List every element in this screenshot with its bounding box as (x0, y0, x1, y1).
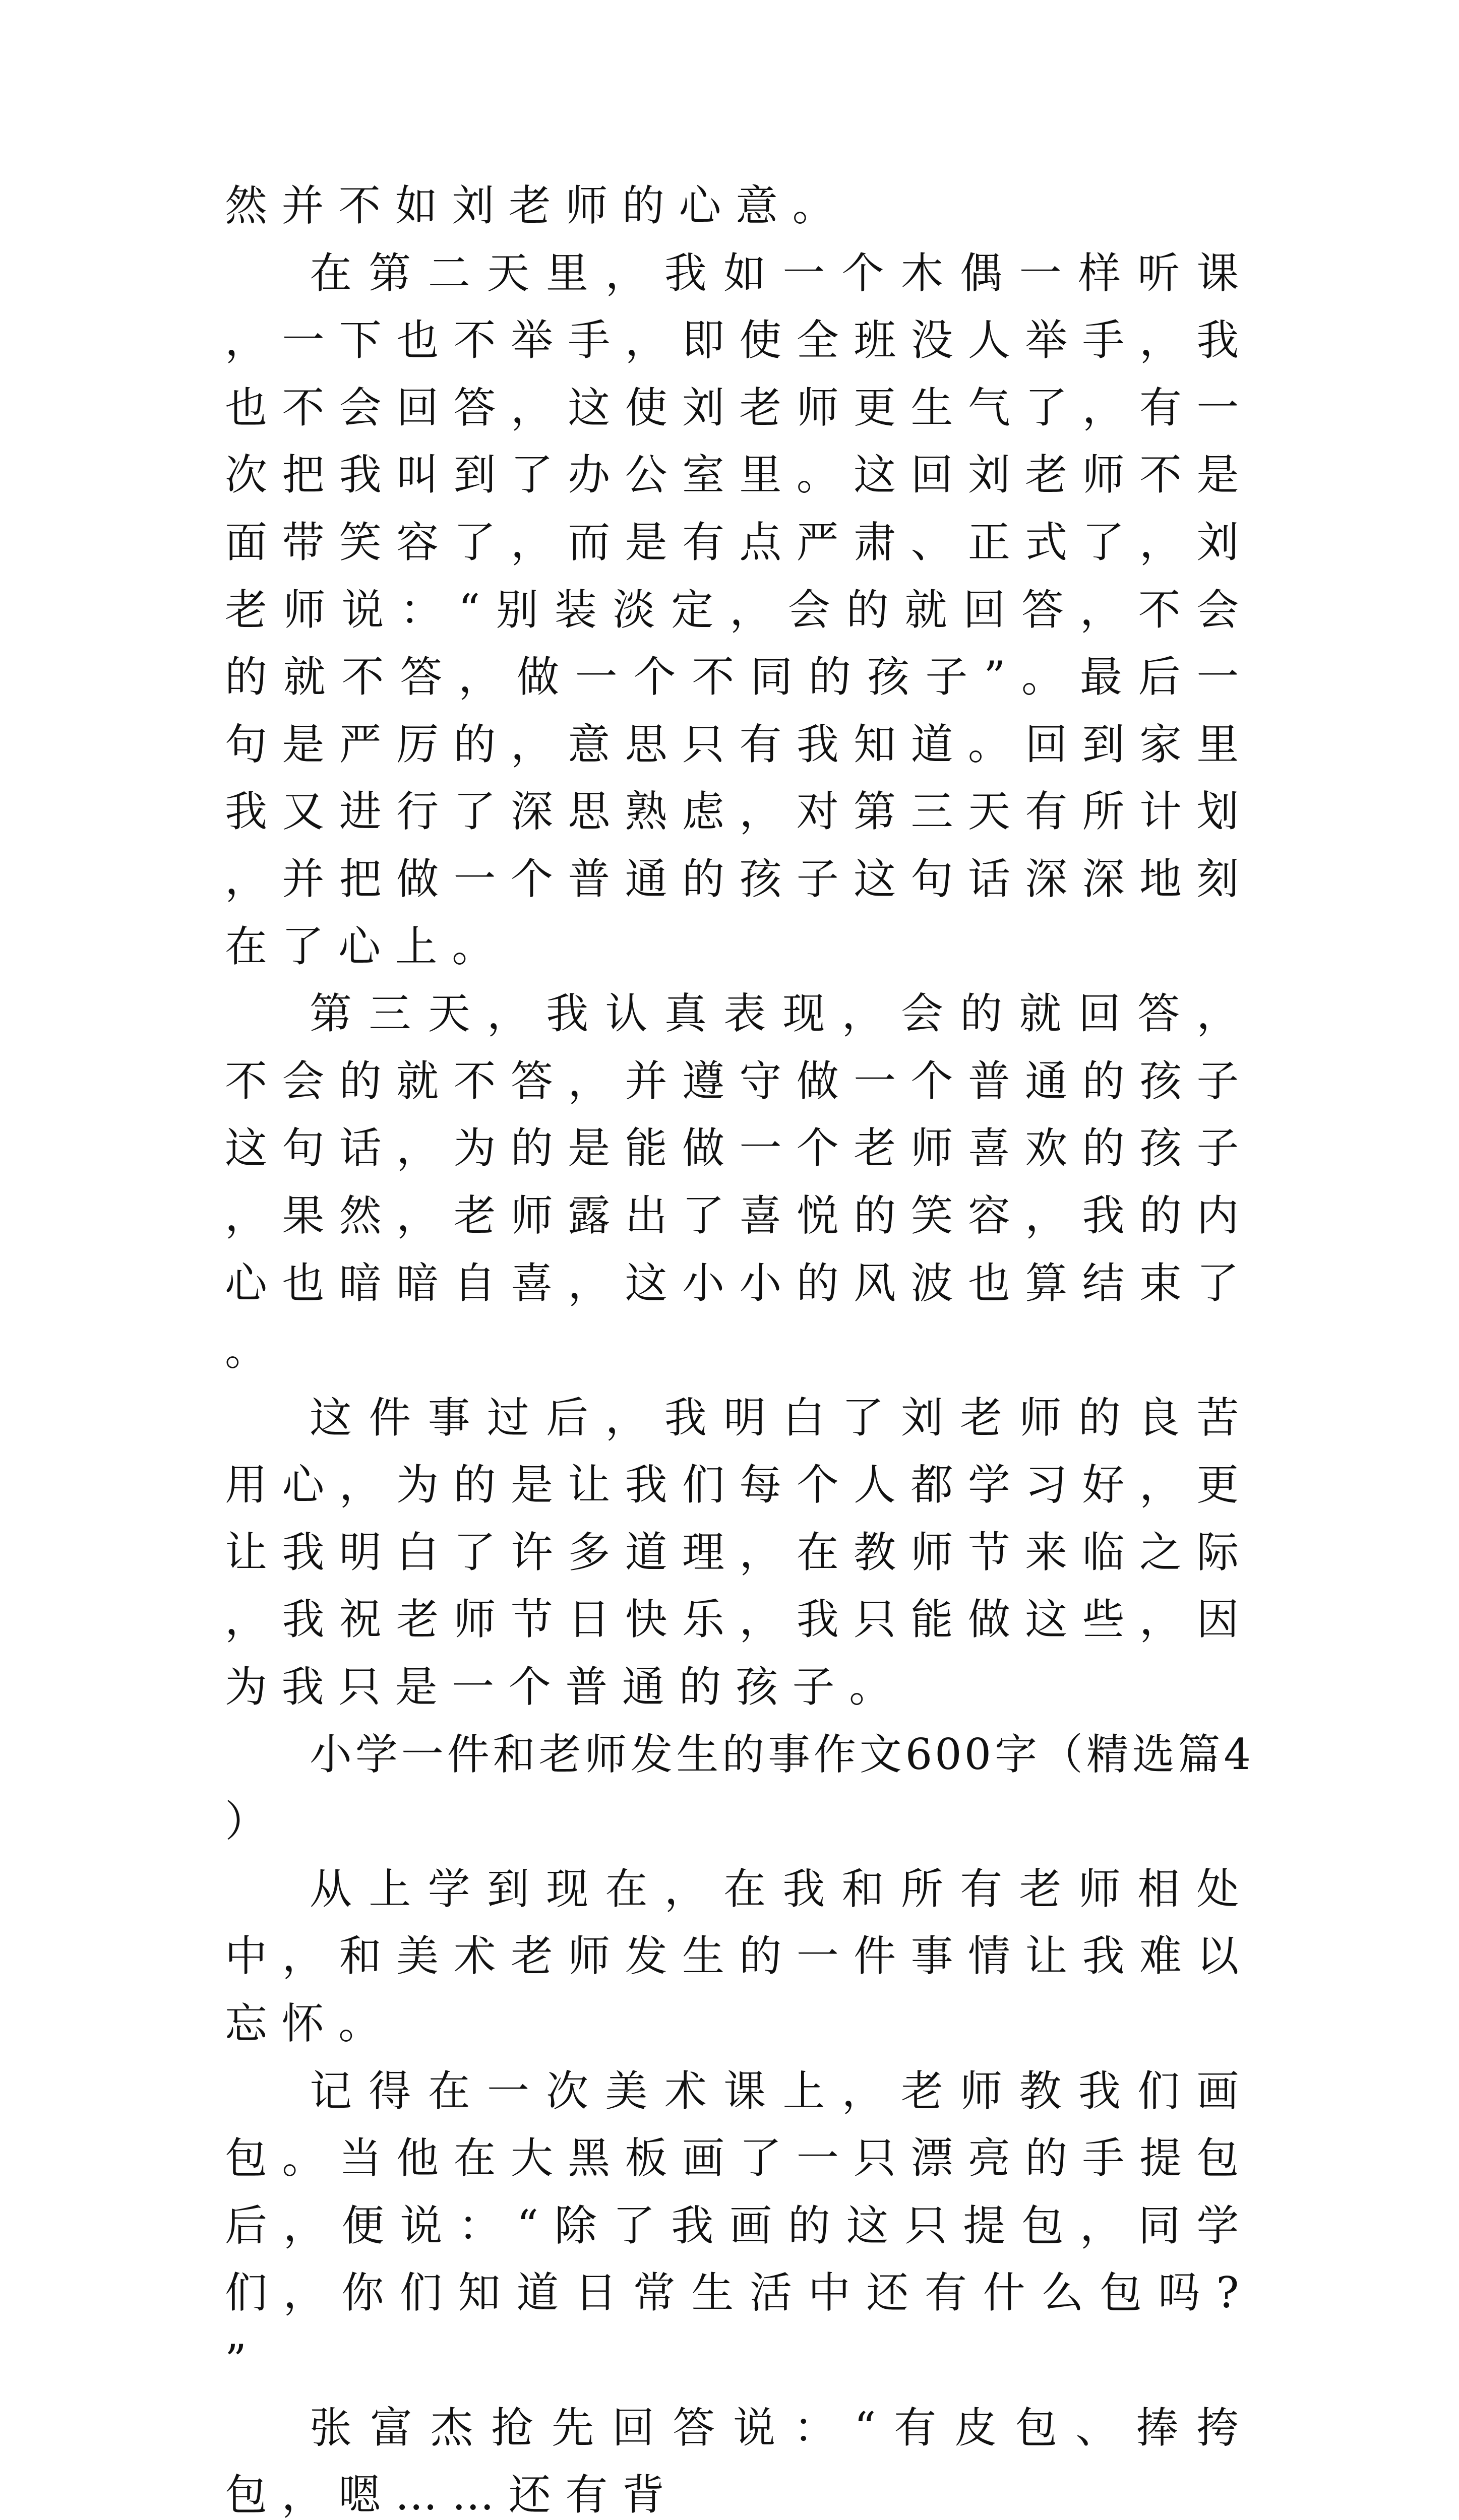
paragraph-5: 从上学到现在，在我和所有老师相处中，和美术老师发生的一件事情让我难以忘怀。 (225, 1864, 1253, 2049)
section-heading: 小学一件和老师发生的事作文600字（精选篇4） (225, 1729, 1253, 1847)
paragraph-3: 第三天，我认真表现，会的就回答，不会的就不答，并遵守做一个普通的孩子这句话，为的是能做一个老师喜欢的孩子，果然，老师露出了喜悦的笑容，我的内心也暗暗自喜，这小小的风波也算结束了。 (225, 989, 1253, 1375)
paragraph-7: 张富杰抢先回答说：“有皮包、捧挎包，嗯……还有背 (225, 2403, 1253, 2520)
document-body (225, 172, 1253, 2520)
paragraph-2: 在第二天里，我如一个木偶一样听课，一下也不举手，即使全班没人举手，我也不会回答，这使刘老师更生气了，有一次把我叫到了办公室里。这回刘老师不是面带笑容了，而是有点严肃、正式了，刘老师说：“别装淡定，会的就回答，不会的就不答，做一个不同的孩子”。最后一句是严厉的，意思只有我知道。回到家里我又进行了深思熟虑，对第三天有所计划，并把做一个普通的孩子这句话深深地刻在了心上。 (225, 248, 1253, 971)
paragraph-4: 这件事过后，我明白了刘老师的良苦用心，为的是让我们每个人都学习好，更让我明白了许多道理，在教师节来临之际，我祝老师节日快乐，我只能做这些，因为我只是一个普通的孩子。 (225, 1393, 1253, 1712)
paragraph-6: 记得在一次美术课上，老师教我们画包。当他在大黑板画了一只漂亮的手提包后，便说：“除了我画的这只提包，同学们，你们知道日常生活中还有什么包吗?” (225, 2066, 1253, 2385)
paragraph-1: 然并不如刘老师的心意。 (225, 181, 849, 230)
